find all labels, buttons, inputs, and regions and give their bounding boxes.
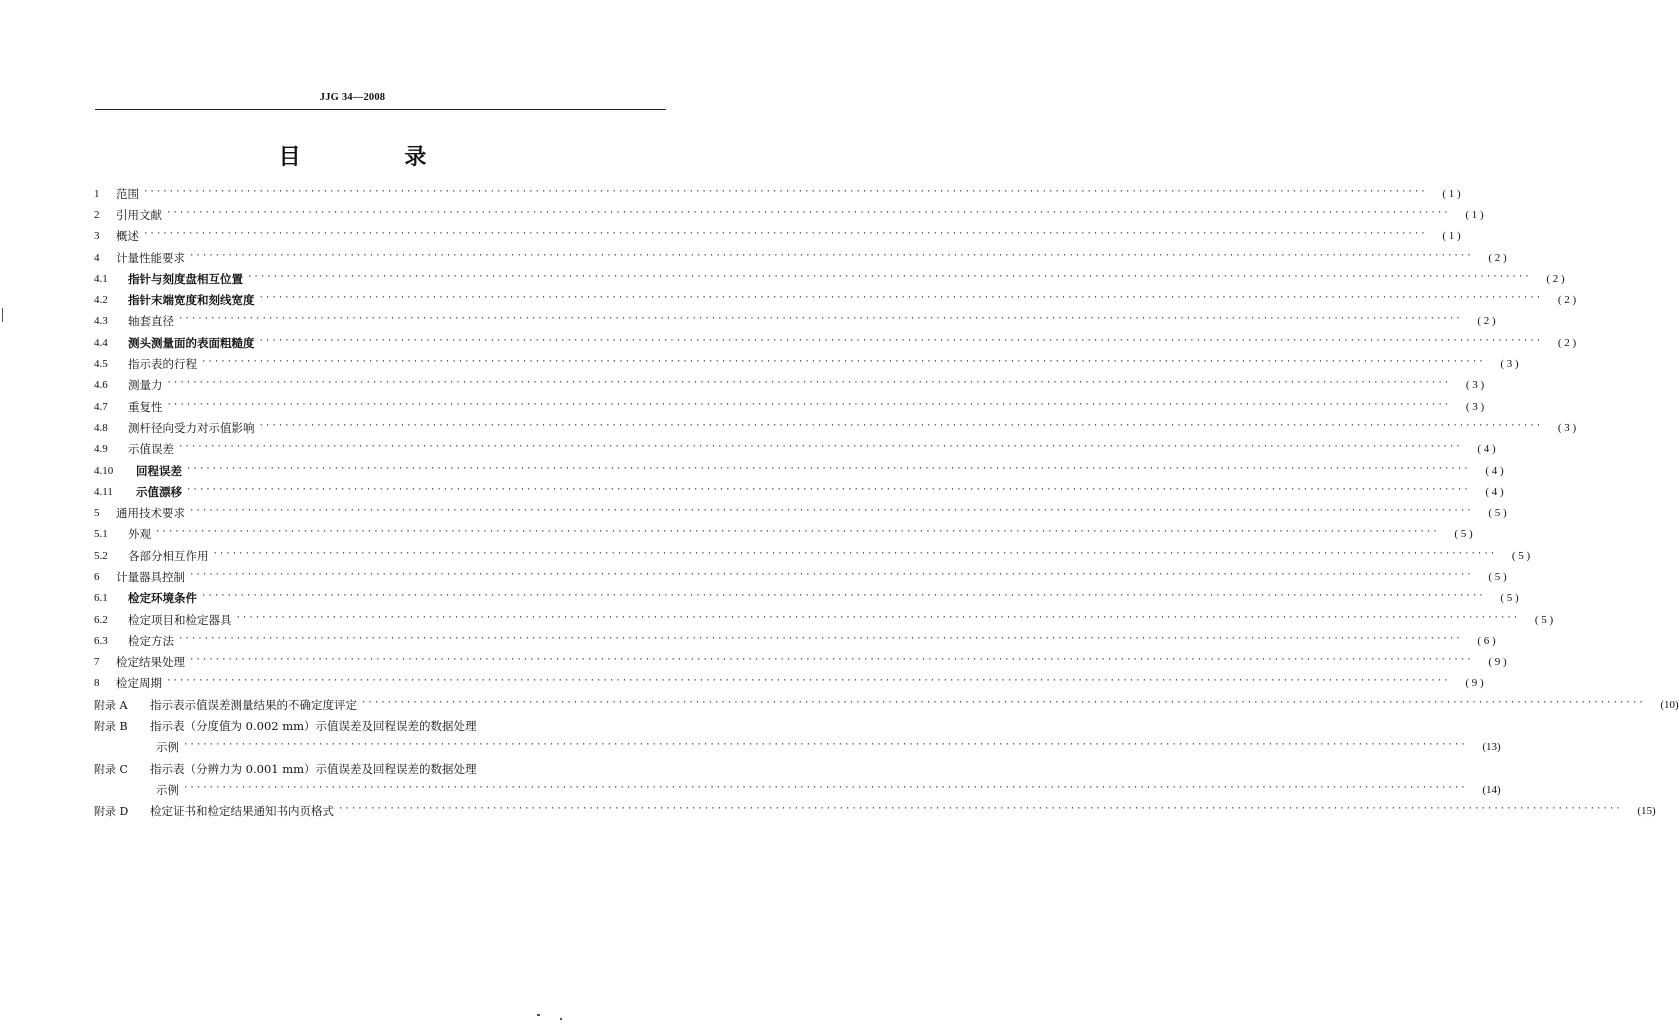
appendix-title-continued: 示例 (156, 782, 179, 797)
toc-entry[interactable] (94, 630, 1496, 651)
toc-entry[interactable] (94, 439, 1496, 460)
toc-entry-label: 测杆径向受力对示值影响 (128, 420, 255, 435)
toc-entry-number: 6 (94, 570, 100, 583)
toc-entry-label: 计量性能要求 (116, 250, 185, 265)
leader-dots: ········································································································································································································ (338, 804, 1622, 815)
appendix-number: 附录 D (94, 805, 129, 819)
leader-dots: ········································································································································································································ (166, 378, 1451, 389)
toc-entry[interactable] (94, 204, 1484, 225)
toc-entry-number: 5.1 (94, 528, 108, 541)
toc-entry[interactable] (94, 289, 1577, 310)
leader-dots: ········································································································································································································ (143, 186, 1427, 197)
toc-entry-page: ( 4 ) (1485, 485, 1504, 498)
leader-dots: ········································································································································································································ (166, 399, 1451, 410)
toc-entry-number: 4.7 (94, 400, 108, 413)
leader-dots: ········································································································································································································ (361, 697, 1645, 708)
leader-dots: ········································································································································································································ (186, 484, 1470, 495)
toc-entry-number: 6.1 (94, 592, 108, 605)
leader-dots: ········································································································································································································ (189, 569, 1473, 580)
appendix-number: 附录 C (94, 762, 128, 776)
toc-entry-number: 3 (94, 230, 100, 243)
toc-entry-label: 计量器具控制 (116, 569, 185, 584)
toc-entry-page: ( 3 ) (1500, 358, 1519, 371)
toc-entry-page: ( 1 ) (1442, 187, 1461, 200)
toc-entry-page: ( 4 ) (1485, 464, 1504, 477)
toc-entry-label: 指针与刻度盘相互位置 (128, 271, 243, 286)
toc-entry[interactable] (94, 353, 1519, 374)
toc-entry-number: 4 (94, 251, 100, 264)
toc-entry-label: 测量力 (128, 378, 163, 393)
leader-dots: ········································································································································································································ (247, 271, 1531, 282)
toc-entry-number: 4.2 (94, 294, 108, 307)
toc-entry[interactable] (94, 652, 1507, 673)
appendix-page: (13) (1482, 741, 1501, 754)
toc-entry-label: 概述 (116, 229, 139, 244)
toc-entry[interactable] (94, 673, 1484, 694)
toc-entry-page: ( 2 ) (1488, 251, 1507, 264)
toc-entry-page: ( 5 ) (1488, 570, 1507, 583)
toc-entry[interactable] (94, 502, 1507, 523)
toc-entry-label: 指针末端宽度和刻线宽度 (128, 293, 255, 308)
scan-speck (537, 1014, 540, 1016)
toc-entry-number: 5 (94, 507, 100, 520)
toc-entry[interactable] (94, 226, 1461, 247)
toc-entry-label: 引用文献 (116, 207, 162, 222)
leader-dots: ········································································································································································································ (186, 463, 1470, 474)
header-rule (95, 109, 666, 110)
leader-dots: ········································································································································································································ (201, 591, 1485, 602)
appendix-entry-continued[interactable] (94, 779, 1501, 800)
toc-entry-label: 范围 (116, 186, 139, 201)
toc-entry-page: ( 2 ) (1546, 272, 1565, 285)
leader-dots: ········································································································································································································ (166, 676, 1450, 687)
toc-entry[interactable] (94, 417, 1577, 438)
toc-entry-page: ( 1 ) (1465, 208, 1484, 221)
toc-entry-label: 指示表的行程 (128, 357, 197, 372)
appendix-page: (15) (1637, 805, 1656, 818)
toc-entry-number: 4.9 (94, 443, 108, 456)
toc-entry-number: 4.10 (94, 464, 114, 477)
toc-entry-number: 6.3 (94, 634, 108, 647)
toc-entry-page: ( 2 ) (1477, 315, 1496, 328)
scan-speck (560, 1018, 562, 1020)
leader-dots: ········································································································································································································ (178, 633, 1462, 644)
appendix-title: 指示表示值误差测量结果的不确定度评定 (150, 697, 357, 712)
toc-entry[interactable] (94, 524, 1473, 545)
toc-entry-page: ( 3 ) (1557, 421, 1577, 434)
leader-dots: ········································································································································································································ (183, 782, 1467, 793)
leader-dots: ········································································································································································································ (143, 229, 1427, 240)
toc-entry[interactable] (94, 460, 1504, 481)
page-title: 目 录 (278, 145, 475, 170)
leader-dots: ········································································································································································································ (212, 548, 1497, 559)
toc-entry[interactable] (94, 566, 1507, 587)
toc-entry-page: ( 1 ) (1442, 230, 1461, 243)
toc-entry-label: 轴套直径 (128, 314, 174, 329)
toc-entry[interactable] (94, 588, 1519, 609)
appendix-entry[interactable] (94, 758, 666, 779)
document-code-header: JJG 34—2008 (319, 92, 386, 103)
leader-dots: ········································································································································································································ (258, 335, 1543, 346)
leader-dots: ········································································································································································································ (189, 506, 1473, 517)
toc-entry[interactable] (94, 609, 1554, 630)
toc-entry[interactable] (94, 545, 1531, 566)
toc-entry-page: ( 4 ) (1477, 443, 1496, 456)
appendix-number: 附录 B (94, 720, 128, 734)
leader-dots: ········································································································································································································ (201, 357, 1485, 368)
toc-entry-label: 示值漂移 (136, 484, 182, 499)
toc-entry-label: 检定项目和检定器具 (128, 612, 232, 627)
appendix-entry-continued[interactable] (94, 737, 1501, 758)
leader-dots: ········································································································································································································ (166, 207, 1450, 218)
toc-entry-page: ( 3 ) (1465, 400, 1485, 413)
toc-entry-label: 回程误差 (136, 463, 182, 478)
toc-entry-number: 2 (94, 208, 100, 221)
leader-dots: ········································································································································································································ (258, 293, 1543, 304)
appendix-title-continued: 示例 (156, 740, 179, 755)
toc-entry-number: 7 (94, 656, 100, 669)
toc-entry-number: 4.1 (94, 272, 108, 285)
toc-entry-number: 4.8 (94, 421, 108, 434)
toc-entry-page: ( 5 ) (1500, 592, 1519, 605)
toc-entry-page: ( 5 ) (1511, 549, 1531, 562)
leader-dots: ········································································································································································································ (258, 420, 1543, 431)
toc-entry-page: ( 3 ) (1465, 379, 1485, 392)
toc-entry-page: ( 5 ) (1454, 528, 1473, 541)
appendix-entry[interactable] (94, 801, 1656, 822)
toc-entry-label: 检定方法 (128, 633, 174, 648)
toc-entry-number: 4.11 (94, 485, 113, 498)
toc-entry-label: 外观 (128, 527, 151, 542)
toc-entry-page: ( 2 ) (1557, 294, 1577, 307)
toc-entry-number: 4.4 (94, 336, 108, 349)
toc-entry[interactable] (94, 247, 1507, 268)
toc-entry-page: ( 6 ) (1477, 634, 1496, 647)
scan-speck (2, 308, 3, 322)
appendix-entry[interactable] (94, 715, 666, 736)
toc-entry[interactable] (94, 396, 1485, 417)
appendix-entry[interactable] (94, 694, 1679, 715)
toc-entry[interactable] (94, 481, 1504, 502)
leader-dots: ········································································································································································································ (178, 442, 1462, 453)
toc-entry[interactable] (94, 375, 1485, 396)
toc-entry-number: 5.2 (94, 549, 108, 562)
appendix-title: 检定证书和检定结果通知书内页格式 (150, 804, 334, 819)
appendix-title: 指示表（分辨力为 0.001 mm）示值误差及回程误差的数据处理 (150, 761, 477, 776)
leader-dots: ········································································································································································································ (235, 612, 1520, 623)
toc-entry-number: 6.2 (94, 613, 108, 626)
toc-entry-label: 各部分相互作用 (128, 548, 209, 563)
toc-entry-page: ( 5 ) (1534, 613, 1554, 626)
appendix-page: (14) (1482, 783, 1501, 796)
toc-entry-number: 8 (94, 677, 100, 690)
toc-entry-number: 4.5 (94, 358, 108, 371)
toc-entry-label: 示值误差 (128, 442, 174, 457)
toc-entry-page: ( 9 ) (1488, 656, 1507, 669)
toc-entry-page: ( 9 ) (1465, 677, 1484, 690)
toc-entry[interactable] (94, 268, 1565, 289)
toc-entry-number: 4.3 (94, 315, 108, 328)
toc-entry-page: ( 2 ) (1557, 336, 1577, 349)
toc-entry-label: 检定环境条件 (128, 591, 197, 606)
leader-dots: ········································································································································································································ (155, 527, 1439, 538)
appendix-number: 附录 A (94, 698, 128, 712)
toc-entry-number: 4.6 (94, 379, 108, 392)
toc-entry-label: 重复性 (128, 399, 163, 414)
toc-entry-label: 检定周期 (116, 676, 162, 691)
leader-dots: ········································································································································································································ (189, 655, 1473, 666)
toc-entry[interactable] (94, 332, 1577, 353)
toc-entry-number: 1 (94, 187, 100, 200)
toc-entry[interactable] (94, 183, 1461, 204)
toc-entry-label: 通用技术要求 (116, 506, 185, 521)
leader-dots: ········································································································································································································ (178, 314, 1462, 325)
leader-dots: ········································································································································································································ (189, 250, 1473, 261)
appendix-page: (10) (1660, 698, 1679, 711)
toc-entry-label: 测头测量面的表面粗糙度 (128, 335, 255, 350)
appendix-title: 指示表（分度值为 0.002 mm）示值误差及回程误差的数据处理 (150, 719, 477, 734)
toc-entry[interactable] (94, 311, 1496, 332)
toc-entry-label: 检定结果处理 (116, 655, 185, 670)
toc-entry-page: ( 5 ) (1488, 507, 1507, 520)
leader-dots: ········································································································································································································ (183, 740, 1467, 751)
table-of-contents (94, 183, 1679, 822)
